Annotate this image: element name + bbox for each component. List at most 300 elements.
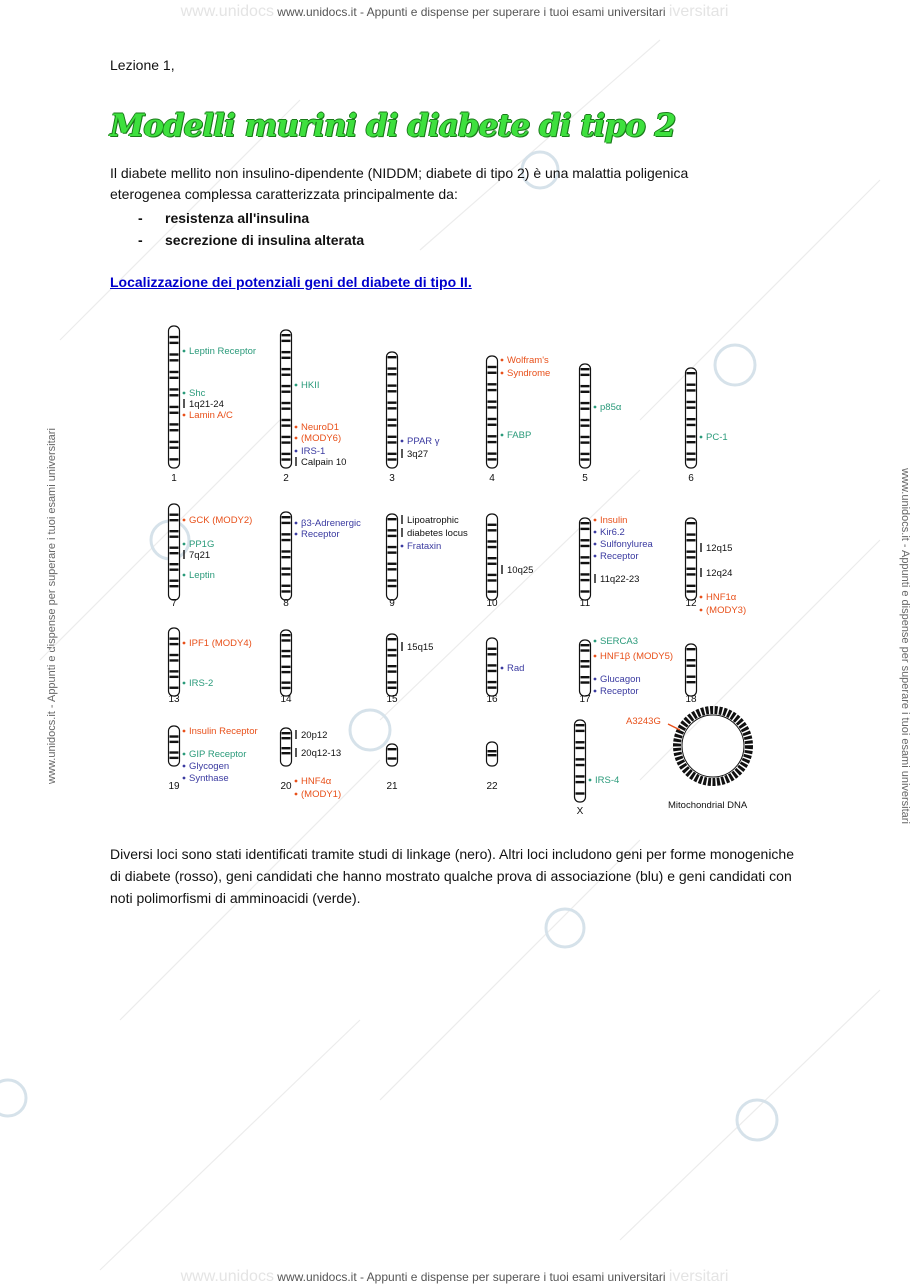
chromosome-band: [282, 550, 291, 552]
bullet-item: - resistenza all'insulina: [138, 207, 364, 229]
chromosome-band: [488, 418, 497, 420]
chromosome-band: [388, 585, 397, 587]
chromosome-band: [488, 366, 497, 368]
chromosome-number: 10: [486, 598, 498, 609]
locus-dot: [183, 682, 186, 685]
chromosome-number: 20: [280, 781, 292, 792]
document-title: Modelli murini di diabete di tipo 2: [110, 108, 676, 144]
chromosome-band: [282, 655, 291, 657]
chromosome-band: [581, 441, 590, 443]
lesson-label: Lezione 1,: [110, 57, 175, 73]
chromosome-band: [282, 737, 291, 739]
chromosome-band: [282, 533, 291, 535]
chromosome-band: [282, 732, 291, 734]
chromosome-band: [388, 670, 397, 672]
chromosome-number: 17: [579, 694, 591, 705]
chromosome-band: [388, 518, 397, 520]
gene-label: IRS-2: [189, 678, 214, 689]
gene-label: 12q24: [706, 568, 733, 579]
chromosome-band: [170, 429, 179, 431]
chromosome-band: [687, 522, 696, 524]
chromosome-band: [170, 735, 179, 737]
chromosome-band: [687, 435, 696, 437]
chromosome-band: [282, 567, 291, 569]
chromosome-band: [687, 384, 696, 386]
locus-dot: [594, 655, 597, 658]
chromosome-band: [488, 435, 497, 437]
chromosome-band: [581, 665, 590, 667]
gene-label: Glycogen: [189, 761, 230, 772]
chromosome-band: [687, 407, 696, 409]
locus-dot: [700, 436, 703, 439]
locus-dot: [295, 450, 298, 453]
chromosome-band: [488, 686, 497, 688]
gene-label: Frataxin: [407, 541, 442, 552]
chromosome-band: [581, 660, 590, 662]
intro-paragraph: Il diabete mellito non insulino-dipendente (NIDDM; diabete di tipo 2) è una malattia poligenica eterogenea complessa caratterizzata principalmente da:: [110, 165, 689, 202]
chromosome-map-figure: [150, 318, 770, 823]
chromosome-band: [488, 529, 497, 531]
side-watermark-text: www.unidocs.it - Appunti e dispense per superare i tuoi esami universitari: [899, 468, 911, 824]
locus-dot: [183, 414, 186, 417]
chromosome-band: [388, 551, 397, 553]
chromosome-band: [388, 681, 397, 683]
chromosome-number: 22: [486, 781, 498, 792]
chromosome-band: [687, 550, 696, 552]
chromosome-band: [388, 563, 397, 565]
chromosome-band: [687, 458, 696, 460]
chromosome-band: [488, 441, 497, 443]
chromosome-band: [687, 659, 696, 661]
chromosome-body: [580, 640, 591, 696]
chromosome-band: [282, 407, 291, 409]
chromosome-band: [576, 747, 585, 749]
chromosome-band: [170, 458, 179, 460]
chromosome-band: [687, 424, 696, 426]
chromosome-band: [576, 741, 585, 743]
gene-label: PPAR γ: [407, 436, 440, 447]
chromosome-band: [170, 563, 179, 565]
chromosome-body: [281, 330, 292, 468]
chromosome-band: [282, 539, 291, 541]
mitochondrial-dna-ring: [677, 710, 749, 782]
chromosome-band: [388, 665, 397, 667]
chromosome-band: [488, 750, 497, 752]
chromosome-number: 19: [168, 781, 180, 792]
chromosome-band: [170, 670, 179, 672]
chromosome-body: [580, 364, 591, 468]
chromosome-number: 16: [486, 694, 498, 705]
chromosome-band: [170, 751, 179, 753]
chromosome-band: [687, 648, 696, 650]
chromosome-band: [282, 334, 291, 336]
chromosome-band: [282, 374, 291, 376]
chromosome-band: [581, 368, 590, 370]
chromosome-band: [687, 573, 696, 575]
footer-watermark-banner: [0, 1268, 909, 1286]
chromosome-band: [170, 423, 179, 425]
bullet-list: [138, 207, 364, 251]
chromosome-number: 18: [685, 694, 697, 705]
chromosome-number: X: [576, 806, 584, 817]
side-watermark-left: [2, 428, 58, 784]
mito-label: Mitochondrial DNA: [668, 800, 748, 811]
locus-dot: [594, 640, 597, 643]
chromosome-band: [576, 781, 585, 783]
chromosome-band: [282, 424, 291, 426]
chromosome-band: [388, 568, 397, 570]
chromosome-number: 3: [389, 473, 395, 484]
chromosome-band: [282, 747, 291, 749]
chromosome-band: [576, 724, 585, 726]
chromosome-band: [170, 741, 179, 743]
chromosome-band: [581, 676, 590, 678]
chromosome-band: [488, 524, 497, 526]
gene-label: NeuroD1: [301, 422, 340, 433]
chromosome-number: 14: [280, 694, 292, 705]
chromosome-band: [488, 424, 497, 426]
locus-dot: [183, 777, 186, 780]
chromosome-band: [170, 643, 179, 645]
chromosome-number: 4: [489, 473, 495, 484]
locus-dot: [295, 384, 298, 387]
gene-label: diabetes locus: [407, 528, 468, 539]
locus-dot: [183, 753, 186, 756]
gene-label: Receptor: [600, 686, 639, 697]
gene-label: GCK (MODY2): [189, 515, 253, 526]
bullet-item: - secrezione di insulina alterata: [138, 229, 364, 251]
chromosome-band: [170, 394, 179, 396]
chromosome-band: [687, 568, 696, 570]
gene-label: 15q15: [407, 642, 434, 653]
chromosome-band: [170, 353, 179, 355]
chromosome-band: [581, 573, 590, 575]
banner-ghost-right: iversitari: [668, 3, 729, 20]
locus-dot: [501, 359, 504, 362]
locus-dot: [295, 426, 298, 429]
chromosome-band: [170, 377, 179, 379]
chromosome-body: [686, 518, 697, 600]
gene-label: 20p12: [301, 730, 328, 741]
chromosome-band: [388, 367, 397, 369]
chromosome-band: [488, 563, 497, 565]
chromosome-band: [581, 528, 590, 530]
chromosome-band: [581, 402, 590, 404]
chromosome-band: [488, 574, 497, 576]
chromosome-band: [388, 529, 397, 531]
gene-label: Calpain 10: [301, 457, 347, 468]
locus-dot: [589, 779, 592, 782]
chromosome-band: [488, 452, 497, 454]
gene-label: (MODY3): [706, 605, 747, 616]
chromosome-band: [576, 764, 585, 766]
locus-dot: [501, 434, 504, 437]
chromosome-band: [488, 540, 497, 542]
gene-label: β3-Adrenergic: [301, 518, 361, 529]
chromosome-band: [388, 356, 397, 358]
chromosome-band: [687, 590, 696, 592]
chromosome-number: 1: [171, 473, 177, 484]
chromosome-band: [687, 585, 696, 587]
chromosome-band: [488, 372, 497, 374]
gene-label: 3q27: [407, 449, 429, 460]
chromosome-band: [282, 368, 291, 370]
gene-label: Syndrome: [507, 368, 551, 379]
chromosome-band: [488, 754, 497, 756]
chromosome-band: [170, 342, 179, 344]
chromosome-band: [388, 424, 397, 426]
chromosome-band: [388, 401, 397, 403]
chromosome-band: [488, 458, 497, 460]
locus-dot: [501, 372, 504, 375]
gene-label: Synthase: [189, 773, 229, 784]
chromosome-band: [170, 676, 179, 678]
gene-label: IPF1 (MODY4): [189, 638, 252, 649]
banner-text: www.unidocs.it - Appunti e dispense per superare i tuoi esami universitari: [277, 5, 666, 19]
locus-dot: [401, 440, 404, 443]
locus-dot: [295, 793, 298, 796]
chromosome-band: [581, 545, 590, 547]
chromosome-body: [169, 726, 180, 766]
chromosome-band: [488, 664, 497, 666]
gene-label: 1q21-24: [189, 399, 224, 410]
chromosome-band: [581, 419, 590, 421]
chromosome-number: 13: [168, 694, 180, 705]
chromosome-band: [388, 757, 397, 759]
gene-label: Kir6.2: [600, 527, 625, 538]
gene-label: Receptor: [600, 551, 639, 562]
side-watermark-text: www.unidocs.it - Appunti e dispense per superare i tuoi esami universitari: [46, 428, 58, 784]
chromosome-band: [488, 557, 497, 559]
gene-label: 11q22-23: [600, 574, 640, 585]
chromosome-band: [488, 383, 497, 385]
locus-dot: [700, 609, 703, 612]
chromosome-band: [282, 391, 291, 393]
locus-dot: [401, 545, 404, 548]
gene-label: Insulin: [600, 515, 628, 526]
locus-dot: [594, 519, 597, 522]
chromosome-band: [488, 400, 497, 402]
chromosome-band: [388, 579, 397, 581]
locus-dot: [594, 543, 597, 546]
chromosome-band: [581, 522, 590, 524]
chromosome-band: [388, 546, 397, 548]
locus-dot: [594, 555, 597, 558]
chromosome-band: [170, 757, 179, 759]
chromosome-band: [687, 389, 696, 391]
chromosome-band: [687, 681, 696, 683]
chromosome-band: [170, 388, 179, 390]
chromosome-band: [687, 539, 696, 541]
chromosome-band: [282, 522, 291, 524]
gene-label: Leptin Receptor: [189, 346, 257, 357]
chromosome-body: [575, 720, 586, 802]
chromosome-number: 12: [685, 598, 697, 609]
chromosome-band: [170, 530, 179, 532]
chromosome-band: [170, 585, 179, 587]
gene-label: Wolfram's: [507, 355, 549, 366]
locus-dot: [183, 574, 186, 577]
chromosome-band: [282, 671, 291, 673]
gene-label: GIP Receptor: [189, 749, 247, 760]
chromosome-band: [170, 441, 179, 443]
chromosome-band: [170, 580, 179, 582]
locus-dot: [594, 406, 597, 409]
chromosome-band: [388, 419, 397, 421]
chromosome-band: [282, 357, 291, 359]
chromosome-band: [388, 436, 397, 438]
gene-label: PP1G: [189, 539, 215, 550]
locus-dot: [183, 642, 186, 645]
chromosome-band: [282, 402, 291, 404]
locus-dot: [183, 765, 186, 768]
chromosome-band: [581, 436, 590, 438]
chromosome-band: [687, 676, 696, 678]
chromosome-band: [488, 681, 497, 683]
section-link[interactable]: Localizzazione dei potenziali geni del diabete di tipo II.: [110, 274, 472, 290]
locus-dot: [594, 678, 597, 681]
gene-label: Receptor: [301, 529, 340, 540]
chromosome-band: [687, 665, 696, 667]
chromosome-band: [388, 384, 397, 386]
gene-label: Sulfonylurea: [600, 539, 653, 550]
chromosome-band: [282, 585, 291, 587]
header-watermark-banner: [0, 3, 909, 21]
chromosome-band: [170, 412, 179, 414]
chromosome-band: [170, 552, 179, 554]
chromosome-number: 8: [283, 598, 289, 609]
chromosome-band: [488, 406, 497, 408]
chromosome-band: [687, 453, 696, 455]
chromosome-band: [576, 792, 585, 794]
chromosome-band: [282, 687, 291, 689]
chromosome-band: [170, 519, 179, 521]
chromosome-band: [388, 458, 397, 460]
chromosome-band: [687, 401, 696, 403]
locus-dot: [183, 392, 186, 395]
locus-dot: [295, 780, 298, 783]
chromosome-number: 15: [386, 694, 398, 705]
chromosome-band: [282, 573, 291, 575]
chromosome-band: [687, 418, 696, 420]
banner-ghost-left: www.unidocs: [180, 3, 274, 20]
mito-marker-label: A3243G: [626, 716, 661, 727]
locus-dot: [594, 690, 597, 693]
chromosome-number: 9: [389, 598, 395, 609]
chromosome-band: [282, 681, 291, 683]
chromosome-band: [282, 419, 291, 421]
chromosome-band: [388, 441, 397, 443]
gene-label: Lamin A/C: [189, 410, 233, 421]
chromosome-band: [581, 590, 590, 592]
locus-dot: [700, 596, 703, 599]
chromosome-band: [170, 447, 179, 449]
locus-dot: [295, 533, 298, 536]
locus-dot: [295, 437, 298, 440]
chromosome-number: 5: [582, 473, 588, 484]
chromosome-band: [282, 458, 291, 460]
chromosome-band: [170, 654, 179, 656]
chromosome-band: [687, 372, 696, 374]
chromosome-body: [686, 644, 697, 696]
gene-label: Glucagon: [600, 674, 641, 685]
chromosome-band: [282, 441, 291, 443]
chromosome-band: [282, 590, 291, 592]
chromosome-band: [170, 536, 179, 538]
chromosome-band: [388, 654, 397, 656]
chromosome-band: [488, 648, 497, 650]
gene-label: IRS-4: [595, 775, 620, 786]
locus-dot: [183, 543, 186, 546]
chromosome-band: [388, 373, 397, 375]
chromosome-number: 7: [171, 598, 177, 609]
chromosome-band: [282, 340, 291, 342]
banner-ghost-left: www.unidocs: [180, 1268, 274, 1285]
chromosome-number: 2: [283, 473, 289, 484]
chromosome-band: [581, 681, 590, 683]
gene-label: (MODY1): [301, 789, 342, 800]
chromosome-band: [170, 547, 179, 549]
chromosome-body: [387, 744, 398, 766]
chromosome-band: [282, 516, 291, 518]
banner-ghost-right: iversitari: [668, 1268, 729, 1285]
chromosome-band: [687, 556, 696, 558]
chromosome-band: [170, 371, 179, 373]
chromosome-band: [282, 666, 291, 668]
gene-label: 10q25: [507, 565, 534, 576]
chromosome-band: [170, 637, 179, 639]
chromosome-band: [282, 634, 291, 636]
chromosome-band: [388, 390, 397, 392]
gene-label: 7q21: [189, 550, 211, 561]
gene-label: 20q12-13: [301, 748, 342, 759]
chromosome-band: [170, 406, 179, 408]
locus-dot: [183, 730, 186, 733]
chromosome-band: [581, 458, 590, 460]
chromosome-band: [488, 389, 497, 391]
chromosome-band: [170, 514, 179, 516]
chromosome-band: [282, 752, 291, 754]
chromosome-band: [576, 758, 585, 760]
gene-label: (MODY6): [301, 433, 342, 444]
chromosome-band: [581, 374, 590, 376]
mitochondrial-dna-inner: [682, 715, 744, 777]
chromosome-band: [581, 579, 590, 581]
chromosome-band: [581, 556, 590, 558]
gene-label: HNF1β (MODY5): [600, 651, 674, 662]
chromosome-number: 6: [688, 473, 694, 484]
side-watermark-right: [885, 468, 911, 824]
gene-label: Lipoatrophic: [407, 515, 459, 526]
chromosome-band: [282, 385, 291, 387]
chromosome-band: [581, 649, 590, 651]
chromosome-band: [388, 649, 397, 651]
chromosome-band: [170, 336, 179, 338]
gene-label: 12q15: [706, 543, 733, 554]
chromosome-band: [488, 670, 497, 672]
locus-dot: [183, 519, 186, 522]
chromosome-band: [581, 562, 590, 564]
gene-label: Leptin: [189, 570, 215, 581]
chromosome-band: [488, 653, 497, 655]
chromosome-band: [581, 644, 590, 646]
chromosome-band: [282, 453, 291, 455]
chromosome-number: 21: [386, 781, 398, 792]
chromosome-band: [388, 535, 397, 537]
gene-label: p85α: [600, 402, 622, 413]
chromosome-band: [576, 775, 585, 777]
gene-label: HNF4α: [301, 776, 332, 787]
